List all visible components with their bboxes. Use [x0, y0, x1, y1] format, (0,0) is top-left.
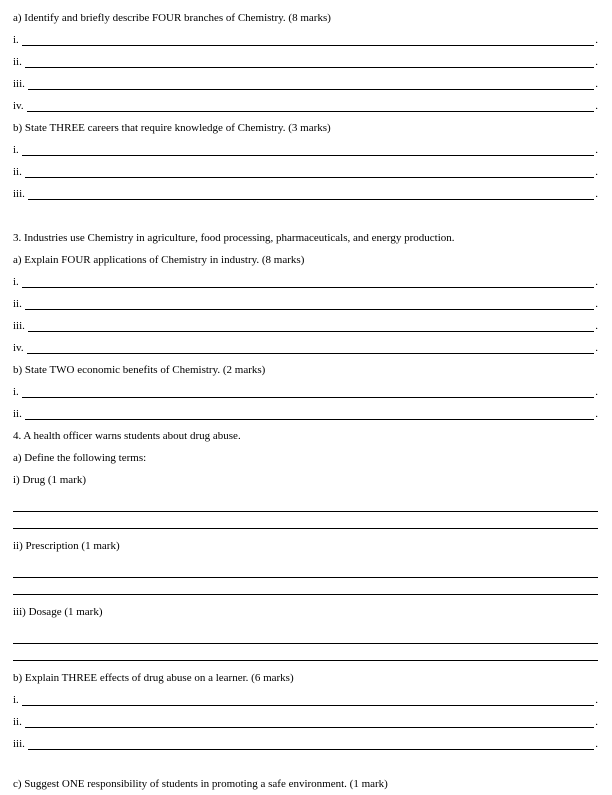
question-intro-q4: 4. A health officer warns students about drug abuse. — [13, 430, 241, 442]
item-label: ii. — [13, 56, 22, 68]
answer-rule — [22, 155, 594, 156]
question-heading-q4b: b) Explain THREE effects of drug abuse on a learner. (6 marks) — [13, 672, 294, 684]
answer-rule — [28, 331, 594, 332]
line-terminator: . — [595, 408, 598, 420]
answer-rule — [22, 287, 594, 288]
answer-line — [13, 29, 598, 51]
answer-line — [13, 403, 598, 425]
item-label: iii. — [13, 188, 25, 200]
answer-line — [13, 293, 598, 315]
line-terminator: . — [595, 34, 598, 46]
answer-rule — [27, 353, 595, 354]
writing-line — [13, 660, 598, 661]
answer-rule — [25, 177, 594, 178]
answer-rule — [28, 749, 594, 750]
item-label: iii. — [13, 320, 25, 332]
answer-line — [13, 139, 598, 161]
line-terminator: . — [595, 166, 598, 178]
line-terminator: . — [595, 342, 598, 354]
item-label: i. — [13, 386, 19, 398]
spacer — [13, 755, 598, 773]
answer-line — [13, 271, 598, 293]
definition-block-dosage — [13, 601, 598, 661]
item-label: ii. — [13, 298, 22, 310]
answer-rule — [28, 89, 594, 90]
term-label: ii) Prescription (1 mark) — [13, 540, 120, 552]
question-heading-q4c: c) Suggest ONE responsibility of students in promoting a safe environment. (1 mark) — [13, 778, 388, 790]
question-heading-q3a: a) Explain FOUR applications of Chemistry in industry. (8 marks) — [13, 254, 305, 266]
answer-line — [13, 51, 598, 73]
answer-line — [13, 73, 598, 95]
writing-line — [13, 577, 598, 578]
answer-line — [13, 95, 598, 117]
item-label: iii. — [13, 78, 25, 90]
term-label: i) Drug (1 mark) — [13, 474, 87, 486]
answer-rule — [25, 67, 594, 68]
answer-line — [13, 315, 598, 337]
question-heading-q3b: b) State TWO economic benefits of Chemistry. (2 marks) — [13, 364, 266, 376]
item-label: iii. — [13, 738, 25, 750]
answer-rule — [22, 397, 594, 398]
line-terminator: . — [595, 56, 598, 68]
item-label: i. — [13, 694, 19, 706]
line-terminator: . — [595, 100, 598, 112]
line-terminator: . — [595, 716, 598, 728]
item-label: i. — [13, 144, 19, 156]
writing-line — [13, 511, 598, 512]
writing-line — [13, 643, 598, 644]
line-terminator: . — [595, 738, 598, 750]
term-label: iii) Dosage (1 mark) — [13, 606, 103, 618]
writing-line — [13, 594, 598, 595]
answer-line — [13, 381, 598, 403]
answer-rule — [25, 727, 594, 728]
item-label: ii. — [13, 716, 22, 728]
answer-rule — [27, 111, 595, 112]
item-label: ii. — [13, 408, 22, 420]
spacer — [13, 205, 598, 227]
answer-line — [13, 689, 598, 711]
item-label: i. — [13, 276, 19, 288]
line-terminator: . — [595, 78, 598, 90]
answer-rule — [28, 199, 594, 200]
line-terminator: . — [595, 144, 598, 156]
answer-rule — [22, 45, 594, 46]
answer-line — [13, 711, 598, 733]
line-terminator: . — [595, 298, 598, 310]
line-terminator: . — [595, 276, 598, 288]
writing-line — [13, 528, 598, 529]
item-label: ii. — [13, 166, 22, 178]
item-label: iv. — [13, 342, 24, 354]
question-intro-q3: 3. Industries use Chemistry in agriculture, food processing, pharmaceuticals, and energy production. — [13, 232, 455, 244]
answer-rule — [22, 705, 594, 706]
question-heading-q2a: a) Identify and briefly describe FOUR branches of Chemistry. (8 marks) — [13, 12, 331, 24]
question-heading-q4a: a) Define the following terms: — [13, 452, 147, 464]
answer-rule — [25, 309, 594, 310]
line-terminator: . — [595, 320, 598, 332]
answer-line — [13, 161, 598, 183]
line-terminator: . — [595, 694, 598, 706]
item-label: iv. — [13, 100, 24, 112]
answer-rule — [25, 419, 594, 420]
line-terminator: . — [595, 386, 598, 398]
line-terminator: . — [595, 188, 598, 200]
item-label: i. — [13, 34, 19, 46]
definition-block-drug — [13, 469, 598, 529]
answer-line — [13, 183, 598, 205]
definition-block-prescription — [13, 535, 598, 595]
question-heading-q2b: b) State THREE careers that require knowledge of Chemistry. (3 marks) — [13, 122, 331, 134]
answer-line — [13, 733, 598, 755]
answer-line — [13, 337, 598, 359]
